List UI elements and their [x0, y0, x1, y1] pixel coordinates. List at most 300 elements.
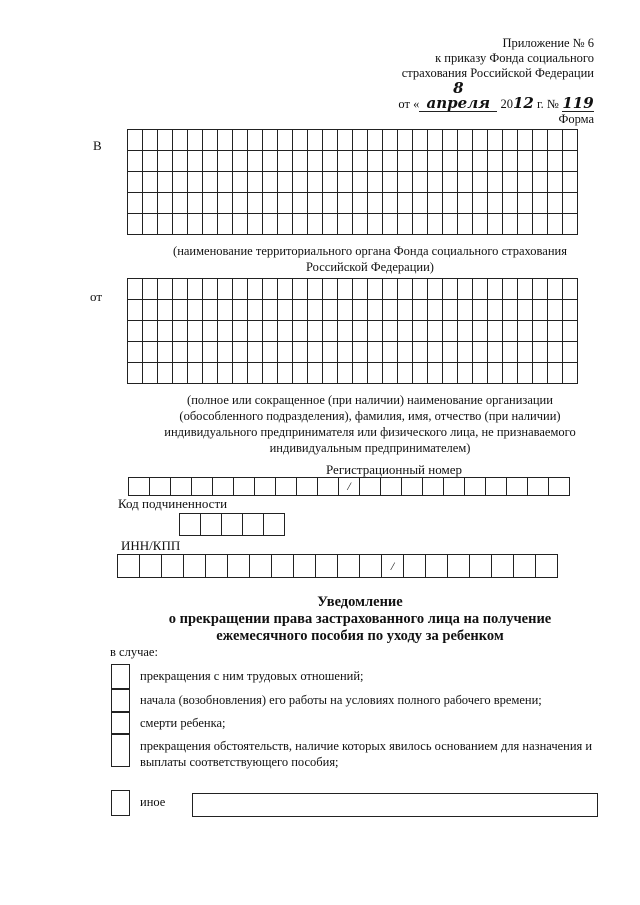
- grid-cell[interactable]: [503, 363, 518, 384]
- grid-cell[interactable]: [383, 321, 398, 342]
- grid-cell[interactable]: [248, 193, 263, 214]
- grid-cell[interactable]: [323, 214, 338, 235]
- grid-cell[interactable]: [473, 172, 488, 193]
- grid-cell[interactable]: [368, 321, 383, 342]
- grid-cell[interactable]: [443, 151, 458, 172]
- grid-cell[interactable]: [173, 214, 188, 235]
- grid-cell[interactable]: [533, 321, 548, 342]
- grid-cell[interactable]: [398, 321, 413, 342]
- grid-cell[interactable]: [188, 321, 203, 342]
- grid-cell[interactable]: [323, 172, 338, 193]
- grid-cell[interactable]: [338, 130, 353, 151]
- grid-cell[interactable]: [233, 321, 248, 342]
- grid-cell[interactable]: [353, 130, 368, 151]
- grid-cell[interactable]: [383, 279, 398, 300]
- grid-cell[interactable]: [444, 478, 465, 496]
- grid-cell[interactable]: [428, 193, 443, 214]
- grid-cell[interactable]: [218, 342, 233, 363]
- grid-cell[interactable]: [503, 130, 518, 151]
- grid-cell[interactable]: [188, 130, 203, 151]
- grid-cell[interactable]: [443, 342, 458, 363]
- grid-cell[interactable]: [158, 321, 173, 342]
- grid-cell[interactable]: [308, 279, 323, 300]
- grid-cell[interactable]: [201, 514, 222, 536]
- grid-cell[interactable]: [353, 193, 368, 214]
- grid-cell[interactable]: [308, 363, 323, 384]
- grid-cell[interactable]: [548, 172, 563, 193]
- grid-cell[interactable]: [458, 279, 473, 300]
- grid-cell[interactable]: [308, 130, 323, 151]
- grid-cell[interactable]: [518, 172, 533, 193]
- grid-cell[interactable]: [233, 342, 248, 363]
- grid-cell[interactable]: [548, 151, 563, 172]
- grid-cell[interactable]: [458, 151, 473, 172]
- grid-cell[interactable]: [518, 279, 533, 300]
- organization-name-grid[interactable]: [127, 278, 578, 384]
- grid-cell[interactable]: [250, 555, 272, 578]
- grid-cell[interactable]: [233, 193, 248, 214]
- grid-cell[interactable]: [158, 300, 173, 321]
- grid-cell[interactable]: [428, 300, 443, 321]
- grid-cell[interactable]: [548, 193, 563, 214]
- grid-cell[interactable]: [533, 363, 548, 384]
- grid-cell[interactable]: [488, 193, 503, 214]
- grid-cell[interactable]: [338, 172, 353, 193]
- grid-cell[interactable]: [353, 214, 368, 235]
- grid-cell[interactable]: [368, 342, 383, 363]
- grid-cell[interactable]: [128, 193, 143, 214]
- grid-cell[interactable]: [128, 172, 143, 193]
- grid-cell[interactable]: [248, 151, 263, 172]
- reason-checkbox-3[interactable]: [111, 712, 130, 734]
- grid-cell[interactable]: [398, 193, 413, 214]
- grid-cell[interactable]: [488, 342, 503, 363]
- grid-cell[interactable]: [488, 321, 503, 342]
- grid-cell[interactable]: [263, 214, 278, 235]
- grid-cell[interactable]: [143, 151, 158, 172]
- grid-cell[interactable]: [383, 130, 398, 151]
- grid-cell[interactable]: [458, 342, 473, 363]
- grid-cell[interactable]: [492, 555, 514, 578]
- grid-cell[interactable]: [188, 279, 203, 300]
- grid-cell[interactable]: [293, 321, 308, 342]
- grid-cell[interactable]: [353, 172, 368, 193]
- grid-cell[interactable]: [413, 172, 428, 193]
- grid-cell[interactable]: [507, 478, 528, 496]
- grid-cell[interactable]: [293, 193, 308, 214]
- grid-cell[interactable]: [276, 478, 297, 496]
- grid-cell[interactable]: [413, 300, 428, 321]
- grid-cell[interactable]: [173, 321, 188, 342]
- grid-cell[interactable]: [143, 172, 158, 193]
- grid-cell[interactable]: [248, 300, 263, 321]
- grid-cell[interactable]: [263, 279, 278, 300]
- grid-cell[interactable]: [278, 130, 293, 151]
- grid-cell[interactable]: [264, 514, 285, 536]
- grid-cell[interactable]: [503, 321, 518, 342]
- grid-cell[interactable]: [293, 172, 308, 193]
- grid-cell[interactable]: [518, 130, 533, 151]
- grid-cell[interactable]: [514, 555, 536, 578]
- grid-cell[interactable]: [248, 342, 263, 363]
- grid-cell[interactable]: [413, 321, 428, 342]
- grid-cell[interactable]: [128, 151, 143, 172]
- grid-cell[interactable]: [293, 363, 308, 384]
- grid-cell[interactable]: [458, 130, 473, 151]
- grid-cell[interactable]: [413, 151, 428, 172]
- grid-cell[interactable]: [563, 172, 578, 193]
- grid-cell[interactable]: [518, 363, 533, 384]
- grid-cell[interactable]: [518, 193, 533, 214]
- grid-cell[interactable]: [188, 214, 203, 235]
- grid-cell[interactable]: [398, 363, 413, 384]
- grid-cell[interactable]: [503, 279, 518, 300]
- reason-checkbox-2[interactable]: [111, 689, 130, 712]
- grid-cell[interactable]: [465, 478, 486, 496]
- grid-cell[interactable]: [143, 363, 158, 384]
- grid-cell[interactable]: [518, 214, 533, 235]
- grid-cell[interactable]: [473, 300, 488, 321]
- grid-cell[interactable]: [308, 321, 323, 342]
- grid-cell[interactable]: [203, 151, 218, 172]
- grid-cell[interactable]: [158, 151, 173, 172]
- grid-cell[interactable]: [263, 300, 278, 321]
- grid-cell[interactable]: [188, 193, 203, 214]
- grid-cell[interactable]: [203, 321, 218, 342]
- grid-cell[interactable]: [353, 363, 368, 384]
- grid-cell[interactable]: [413, 363, 428, 384]
- grid-cell[interactable]: [188, 363, 203, 384]
- grid-cell[interactable]: [563, 363, 578, 384]
- grid-cell[interactable]: [338, 214, 353, 235]
- grid-cell[interactable]: [548, 342, 563, 363]
- grid-cell[interactable]: [428, 321, 443, 342]
- grid-cell[interactable]: [218, 279, 233, 300]
- grid-cell[interactable]: [488, 151, 503, 172]
- grid-cell[interactable]: [218, 130, 233, 151]
- grid-cell[interactable]: [233, 279, 248, 300]
- grid-cell[interactable]: [533, 193, 548, 214]
- grid-cell[interactable]: [368, 172, 383, 193]
- grid-cell[interactable]: [413, 279, 428, 300]
- grid-cell[interactable]: [518, 321, 533, 342]
- grid-cell[interactable]: [143, 279, 158, 300]
- grid-cell[interactable]: [473, 342, 488, 363]
- grid-cell[interactable]: [278, 363, 293, 384]
- grid-cell[interactable]: [233, 130, 248, 151]
- grid-cell[interactable]: [263, 321, 278, 342]
- grid-cell[interactable]: [143, 193, 158, 214]
- grid-cell[interactable]: [173, 151, 188, 172]
- grid-cell[interactable]: [473, 214, 488, 235]
- grid-cell[interactable]: [128, 342, 143, 363]
- grid-cell[interactable]: [263, 342, 278, 363]
- grid-cell[interactable]: [143, 321, 158, 342]
- grid-cell[interactable]: [218, 151, 233, 172]
- grid-cell[interactable]: [353, 342, 368, 363]
- grid-cell[interactable]: [278, 321, 293, 342]
- grid-cell[interactable]: [443, 193, 458, 214]
- grid-cell[interactable]: [143, 214, 158, 235]
- grid-cell[interactable]: [458, 172, 473, 193]
- grid-cell[interactable]: [381, 478, 402, 496]
- grid-cell[interactable]: [143, 342, 158, 363]
- grid-cell[interactable]: [458, 300, 473, 321]
- grid-cell[interactable]: [184, 555, 206, 578]
- grid-cell[interactable]: [233, 214, 248, 235]
- grid-cell[interactable]: [323, 300, 338, 321]
- grid-cell[interactable]: [294, 555, 316, 578]
- grid-cell[interactable]: [548, 279, 563, 300]
- grid-cell[interactable]: [323, 151, 338, 172]
- grid-cell[interactable]: [338, 321, 353, 342]
- grid-cell[interactable]: [518, 342, 533, 363]
- grid-cell[interactable]: [383, 214, 398, 235]
- grid-cell[interactable]: [383, 151, 398, 172]
- grid-cell[interactable]: [360, 555, 382, 578]
- grid-cell[interactable]: [118, 555, 140, 578]
- grid-cell[interactable]: [218, 193, 233, 214]
- grid-cell[interactable]: [338, 193, 353, 214]
- grid-cell[interactable]: [173, 130, 188, 151]
- grid-cell[interactable]: [488, 130, 503, 151]
- grid-cell[interactable]: [488, 363, 503, 384]
- grid-cell[interactable]: [413, 214, 428, 235]
- grid-cell[interactable]: [173, 342, 188, 363]
- grid-cell[interactable]: [443, 363, 458, 384]
- grid-cell[interactable]: [316, 555, 338, 578]
- grid-cell[interactable]: [278, 342, 293, 363]
- grid-cell[interactable]: [228, 555, 250, 578]
- subordination-code-grid[interactable]: [179, 513, 285, 536]
- grid-cell[interactable]: [203, 342, 218, 363]
- grid-cell[interactable]: [549, 478, 570, 496]
- grid-cell[interactable]: [158, 279, 173, 300]
- inn-kpp-grid[interactable]: [117, 554, 558, 578]
- grid-cell[interactable]: [338, 342, 353, 363]
- grid-cell[interactable]: [338, 363, 353, 384]
- grid-cell[interactable]: [383, 363, 398, 384]
- grid-cell[interactable]: [218, 214, 233, 235]
- grid-cell[interactable]: [473, 363, 488, 384]
- grid-cell[interactable]: [278, 151, 293, 172]
- grid-cell[interactable]: [308, 172, 323, 193]
- grid-cell[interactable]: [443, 321, 458, 342]
- grid-cell[interactable]: [473, 279, 488, 300]
- grid-cell[interactable]: [203, 214, 218, 235]
- grid-cell[interactable]: [473, 151, 488, 172]
- grid-cell[interactable]: [293, 130, 308, 151]
- grid-cell[interactable]: [308, 151, 323, 172]
- grid-cell[interactable]: [548, 300, 563, 321]
- grid-cell[interactable]: [563, 279, 578, 300]
- grid-cell[interactable]: [248, 214, 263, 235]
- grid-cell[interactable]: [248, 279, 263, 300]
- grid-cell[interactable]: [188, 172, 203, 193]
- grid-cell[interactable]: [353, 279, 368, 300]
- grid-cell[interactable]: [368, 193, 383, 214]
- grid-cell[interactable]: [128, 300, 143, 321]
- grid-cell[interactable]: [128, 279, 143, 300]
- grid-cell[interactable]: [308, 214, 323, 235]
- grid-cell[interactable]: [458, 321, 473, 342]
- grid-cell[interactable]: [398, 214, 413, 235]
- grid-cell[interactable]: [203, 193, 218, 214]
- grid-cell[interactable]: [128, 130, 143, 151]
- grid-cell[interactable]: [518, 151, 533, 172]
- reason-checkbox-4[interactable]: [111, 734, 130, 767]
- grid-cell[interactable]: [248, 321, 263, 342]
- grid-cell[interactable]: [503, 342, 518, 363]
- grid-cell[interactable]: [533, 342, 548, 363]
- grid-cell[interactable]: [263, 130, 278, 151]
- grid-cell[interactable]: [233, 172, 248, 193]
- grid-cell[interactable]: [255, 478, 276, 496]
- grid-cell[interactable]: [338, 300, 353, 321]
- grid-cell[interactable]: [548, 130, 563, 151]
- grid-cell[interactable]: [413, 342, 428, 363]
- grid-cell[interactable]: [293, 279, 308, 300]
- grid-cell[interactable]: [383, 342, 398, 363]
- grid-cell[interactable]: [323, 321, 338, 342]
- grid-cell[interactable]: [248, 130, 263, 151]
- grid-cell[interactable]: [233, 300, 248, 321]
- grid-cell[interactable]: [368, 214, 383, 235]
- grid-cell[interactable]: [413, 130, 428, 151]
- grid-cell[interactable]: [368, 300, 383, 321]
- grid-cell[interactable]: [140, 555, 162, 578]
- grid-cell[interactable]: [218, 363, 233, 384]
- grid-cell[interactable]: [423, 478, 444, 496]
- grid-cell[interactable]: [503, 193, 518, 214]
- grid-cell[interactable]: [218, 321, 233, 342]
- grid-cell[interactable]: [158, 363, 173, 384]
- grid-cell[interactable]: [278, 172, 293, 193]
- territorial-organ-grid[interactable]: [127, 129, 578, 235]
- grid-cell[interactable]: [293, 342, 308, 363]
- grid-cell[interactable]: [368, 279, 383, 300]
- grid-cell[interactable]: [222, 514, 243, 536]
- grid-cell[interactable]: [368, 151, 383, 172]
- grid-cell[interactable]: [278, 214, 293, 235]
- grid-cell[interactable]: [180, 514, 201, 536]
- registration-number-grid[interactable]: [128, 477, 570, 496]
- grid-cell[interactable]: [173, 172, 188, 193]
- grid-cell[interactable]: [473, 321, 488, 342]
- grid-cell[interactable]: [353, 300, 368, 321]
- grid-cell[interactable]: [428, 342, 443, 363]
- grid-cell[interactable]: [533, 130, 548, 151]
- grid-cell[interactable]: [548, 321, 563, 342]
- grid-cell[interactable]: [353, 321, 368, 342]
- grid-cell[interactable]: [233, 363, 248, 384]
- grid-cell[interactable]: [318, 478, 339, 496]
- grid-cell[interactable]: [563, 342, 578, 363]
- grid-cell[interactable]: [128, 363, 143, 384]
- grid-cell[interactable]: [188, 300, 203, 321]
- grid-cell[interactable]: [488, 214, 503, 235]
- grid-cell[interactable]: [323, 193, 338, 214]
- reason-checkbox-1[interactable]: [111, 664, 130, 689]
- grid-cell[interactable]: [171, 478, 192, 496]
- grid-cell[interactable]: [398, 300, 413, 321]
- grid-cell[interactable]: [143, 130, 158, 151]
- grid-cell[interactable]: [248, 363, 263, 384]
- grid-cell[interactable]: [368, 130, 383, 151]
- grid-cell[interactable]: [503, 214, 518, 235]
- grid-cell[interactable]: [150, 478, 171, 496]
- grid-cell[interactable]: [443, 172, 458, 193]
- grid-cell[interactable]: [323, 130, 338, 151]
- grid-cell[interactable]: [158, 342, 173, 363]
- grid-cell[interactable]: [488, 300, 503, 321]
- grid-cell[interactable]: [293, 214, 308, 235]
- grid-cell[interactable]: [323, 342, 338, 363]
- grid-cell[interactable]: [470, 555, 492, 578]
- grid-cell[interactable]: [528, 478, 549, 496]
- grid-cell[interactable]: [203, 130, 218, 151]
- grid-cell[interactable]: [323, 363, 338, 384]
- grid-cell[interactable]: [563, 193, 578, 214]
- grid-cell[interactable]: [563, 130, 578, 151]
- grid-cell[interactable]: [308, 300, 323, 321]
- grid-cell[interactable]: [233, 151, 248, 172]
- grid-cell[interactable]: [383, 193, 398, 214]
- grid-cell[interactable]: [398, 130, 413, 151]
- grid-cell[interactable]: [486, 478, 507, 496]
- grid-cell[interactable]: [428, 279, 443, 300]
- grid-cell[interactable]: [203, 279, 218, 300]
- grid-cell[interactable]: [248, 172, 263, 193]
- grid-cell[interactable]: [473, 130, 488, 151]
- grid-cell[interactable]: [398, 279, 413, 300]
- grid-cell[interactable]: [218, 172, 233, 193]
- grid-cell[interactable]: [533, 172, 548, 193]
- grid-cell[interactable]: [548, 214, 563, 235]
- grid-cell[interactable]: [173, 363, 188, 384]
- grid-cell[interactable]: [548, 363, 563, 384]
- grid-cell[interactable]: [563, 300, 578, 321]
- grid-cell[interactable]: [297, 478, 318, 496]
- grid-cell[interactable]: [143, 300, 158, 321]
- grid-cell[interactable]: [533, 279, 548, 300]
- grid-cell[interactable]: [428, 130, 443, 151]
- grid-cell[interactable]: [158, 214, 173, 235]
- grid-cell[interactable]: [323, 279, 338, 300]
- grid-cell[interactable]: [338, 151, 353, 172]
- grid-cell[interactable]: [278, 279, 293, 300]
- grid-cell[interactable]: [428, 363, 443, 384]
- grid-cell[interactable]: [488, 279, 503, 300]
- grid-cell[interactable]: [263, 363, 278, 384]
- grid-cell[interactable]: [398, 151, 413, 172]
- grid-cell[interactable]: [243, 514, 264, 536]
- grid-cell[interactable]: [413, 193, 428, 214]
- grid-cell[interactable]: [563, 214, 578, 235]
- other-reason-input[interactable]: [192, 793, 598, 817]
- grid-cell[interactable]: [218, 300, 233, 321]
- grid-cell[interactable]: [263, 151, 278, 172]
- grid-cell[interactable]: [308, 342, 323, 363]
- grid-cell[interactable]: [293, 151, 308, 172]
- grid-cell[interactable]: [188, 151, 203, 172]
- grid-cell[interactable]: [234, 478, 255, 496]
- grid-cell[interactable]: [158, 193, 173, 214]
- grid-cell[interactable]: [503, 151, 518, 172]
- grid-cell[interactable]: [192, 478, 213, 496]
- grid-cell[interactable]: [128, 214, 143, 235]
- grid-cell[interactable]: [563, 151, 578, 172]
